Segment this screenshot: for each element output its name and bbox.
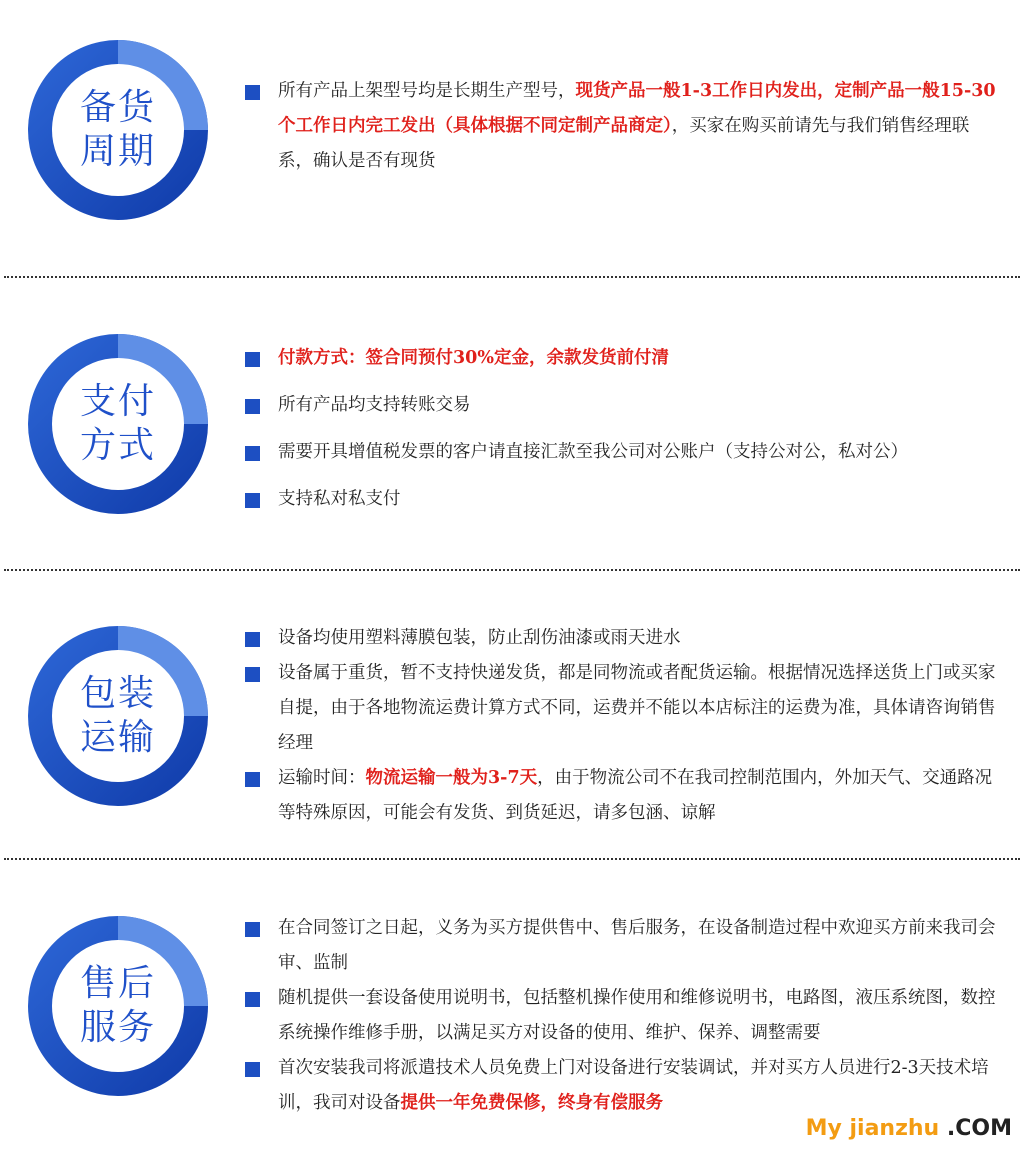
item-list (244, 911, 1004, 1121)
item-list (244, 341, 1004, 517)
square-bullet-icon (245, 493, 260, 508)
watermark-com: .COM (946, 1116, 1012, 1141)
list-item (244, 435, 1004, 470)
highlight-text: 现货产品一般1-3工作日内发出，定制产品一般15-30个工作日内完工发出（具体根据不同定制产品商定） (278, 81, 996, 136)
watermark-logo (806, 1112, 1012, 1146)
item-text: 所有产品均支持转账交易 (278, 395, 471, 415)
badge-title (26, 624, 210, 808)
square-bullet-icon (245, 399, 260, 414)
square-bullet-icon (245, 1062, 260, 1077)
item-text: 所有产品上架型号均是长期生产型号， (278, 81, 576, 101)
badge-title (26, 914, 210, 1098)
item-text: 设备均使用塑料薄膜包装，防止刮伤油漆或雨天进水 (278, 628, 681, 648)
item-text: 运输时间： (278, 768, 366, 788)
item-text: 首次安装我司将派遣技术人员免费上门对设备进行安装调试，并对买方人员进行2-3天技术培训，我司对设备 (278, 1058, 989, 1113)
badge-title-line2: 运输 (79, 717, 156, 758)
divider (4, 569, 1020, 571)
badge-title-line2: 周期 (79, 131, 156, 172)
badge-title (26, 332, 210, 516)
list-item (244, 656, 1004, 761)
square-bullet-icon (245, 667, 260, 682)
badge-title-line2: 方式 (79, 425, 156, 466)
square-bullet-icon (245, 85, 260, 100)
list-item (244, 911, 1004, 981)
square-bullet-icon (245, 352, 260, 367)
badge-title-line2: 服务 (79, 1007, 156, 1048)
divider (4, 858, 1020, 860)
list-item (244, 761, 1004, 831)
badge-title (26, 38, 210, 222)
highlight-text: 提供一年免费保修，终身有偿服务 (400, 1093, 663, 1113)
watermark-my: My (805, 1116, 842, 1141)
item-text: 在合同签订之日起，义务为买方提供售中、售后服务，在设备制造过程中欢迎买方前来我司会审、监制 (278, 918, 996, 973)
item-text: 支持私对私支付 (278, 489, 401, 509)
list-item (244, 341, 1004, 376)
square-bullet-icon (245, 992, 260, 1007)
list-item (244, 482, 1004, 517)
badge-title-line1: 支付 (79, 381, 156, 422)
square-bullet-icon (245, 772, 260, 787)
watermark-jianzhu: jianzhu (849, 1116, 940, 1141)
item-list (244, 621, 1004, 831)
badge-title-line1: 备货 (79, 87, 156, 128)
list-item (244, 621, 1004, 656)
divider (4, 276, 1020, 278)
item-text: 随机提供一套设备使用说明书，包括整机操作使用和维修说明书，电路图，液压系统图，数控系统操作维修手册，以满足买方对设备的使用、维护、保养、调整需要 (278, 988, 996, 1043)
square-bullet-icon (245, 632, 260, 647)
item-text: ，由于物流公司不在我司控制范围内，外加天气、交通路况等特殊原因，可能会有发货、到货延迟，请多包涵、谅解 (278, 768, 993, 823)
badge-payment (26, 332, 210, 516)
list-item (244, 1051, 1004, 1121)
badge-title-line1: 包装 (79, 673, 156, 714)
item-text: 设备属于重货，暂不支持快递发货，都是同物流或者配货运输。根据情况选择送货上门或买家自提，由于各地物流运费计算方式不同，运费并不能以本店标注的运费为准，具体请咨询销售经理 (278, 663, 996, 753)
square-bullet-icon (245, 446, 260, 461)
badge-packaging (26, 624, 210, 808)
item-text: ，买家在购买前请先与我们销售经理联系，确认是否有现货 (278, 116, 970, 171)
list-item (244, 388, 1004, 423)
list-item (244, 74, 1004, 179)
list-item (244, 981, 1004, 1051)
item-text: 需要开具增值税发票的客户请直接汇款至我公司对公账户（支持公对公，私对公） (278, 442, 908, 462)
square-bullet-icon (245, 922, 260, 937)
highlight-text: 物流运输一般为3-7天 (365, 768, 538, 788)
badge-stock-cycle (26, 38, 210, 222)
badge-after-sales (26, 914, 210, 1098)
highlight-text: 付款方式：签合同预付30%定金，余款发货前付清 (278, 348, 669, 368)
item-list (244, 74, 1004, 179)
badge-title-line1: 售后 (79, 963, 156, 1004)
